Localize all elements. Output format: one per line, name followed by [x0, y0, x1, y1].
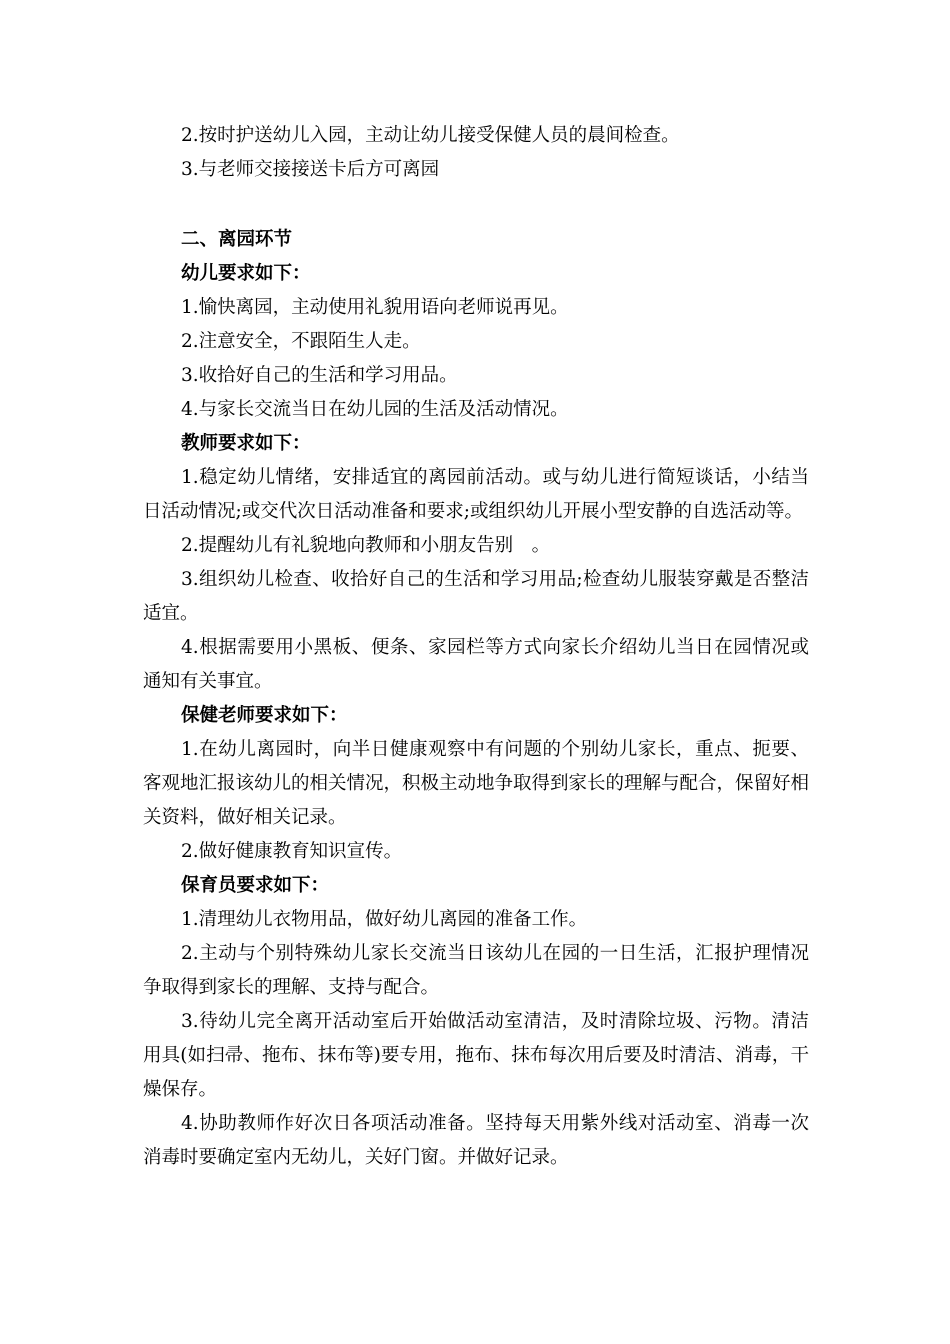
teachers-heading: 教师要求如下： [181, 433, 311, 454]
children-item-1: 1.愉快离园，主动使用礼貌用语向老师说再见。 [181, 297, 569, 318]
caregivers-item-1: 1.清理幼儿衣物用品，做好幼儿离园的准备工作。 [181, 909, 588, 930]
teachers-item-2: 2.提醒幼儿有礼貌地向教师和小朋友告别 。 [181, 535, 551, 556]
teachers-item-3: 3.组织幼儿检查、收拾好自己的生活和学习用品;检查幼儿服装穿戴是否整洁适宜。 [143, 569, 809, 624]
health-item-1: 1.在幼儿离园时，向半日健康观察中有问题的个别幼儿家长，重点、扼要、客观地汇报该幼儿的相关情况，积极主动地争取得到家长的理解与配合，保留好相关资料，做好相关记录。 [143, 739, 810, 828]
caregivers-item-4: 4.协助教师作好次日各项活动准备。坚持每天用紫外线对活动室、消毒一次消毒时要确定室内无幼儿，关好门窗。并做好记录。 [143, 1113, 809, 1168]
intro-item-2: 2.按时护送幼儿入园，主动让幼儿接受保健人员的晨间检查。 [181, 125, 680, 146]
caregivers-item-2: 2.主动与个别特殊幼儿家长交流当日该幼儿在园的一日生活，汇报护理情况争取得到家长的理解、支持与配合。 [143, 943, 809, 998]
caregivers-item-3: 3.待幼儿完全离开活动室后开始做活动室清洁，及时清除垃圾、污物。清洁用具(如扫帚、拖布、抹布等)要专用，拖布、抹布每次用后要及时清洁、消毒，干燥保存。 [143, 1011, 809, 1100]
caregivers-heading: 保育员要求如下： [181, 875, 330, 896]
document-page [143, 119, 809, 1175]
children-item-3: 3.收拾好自己的生活和学习用品。 [181, 365, 458, 386]
health-heading: 保健老师要求如下： [181, 705, 348, 726]
teachers-item-4: 4.根据需要用小黑板、便条、家园栏等方式向家长介绍幼儿当日在园情况或通知有关事宜。 [143, 637, 809, 692]
children-item-4: 4.与家长交流当日在幼儿园的生活及活动情况。 [181, 399, 569, 420]
intro-item-3: 3.与老师交接接送卡后方可离园 [181, 159, 440, 180]
section-title: 二、离园环节 [181, 229, 293, 250]
children-item-2: 2.注意安全，不跟陌生人走。 [181, 331, 421, 352]
spacer [143, 187, 809, 223]
children-heading: 幼儿要求如下： [181, 263, 311, 284]
teachers-item-1: 1.稳定幼儿情绪，安排适宜的离园前活动。或与幼儿进行简短谈话，小结当日活动情况;或交代次日活动准备和要求;或组织幼儿开展小型安静的自选活动等。 [143, 467, 809, 522]
health-item-2: 2.做好健康教育知识宣传。 [181, 841, 403, 862]
